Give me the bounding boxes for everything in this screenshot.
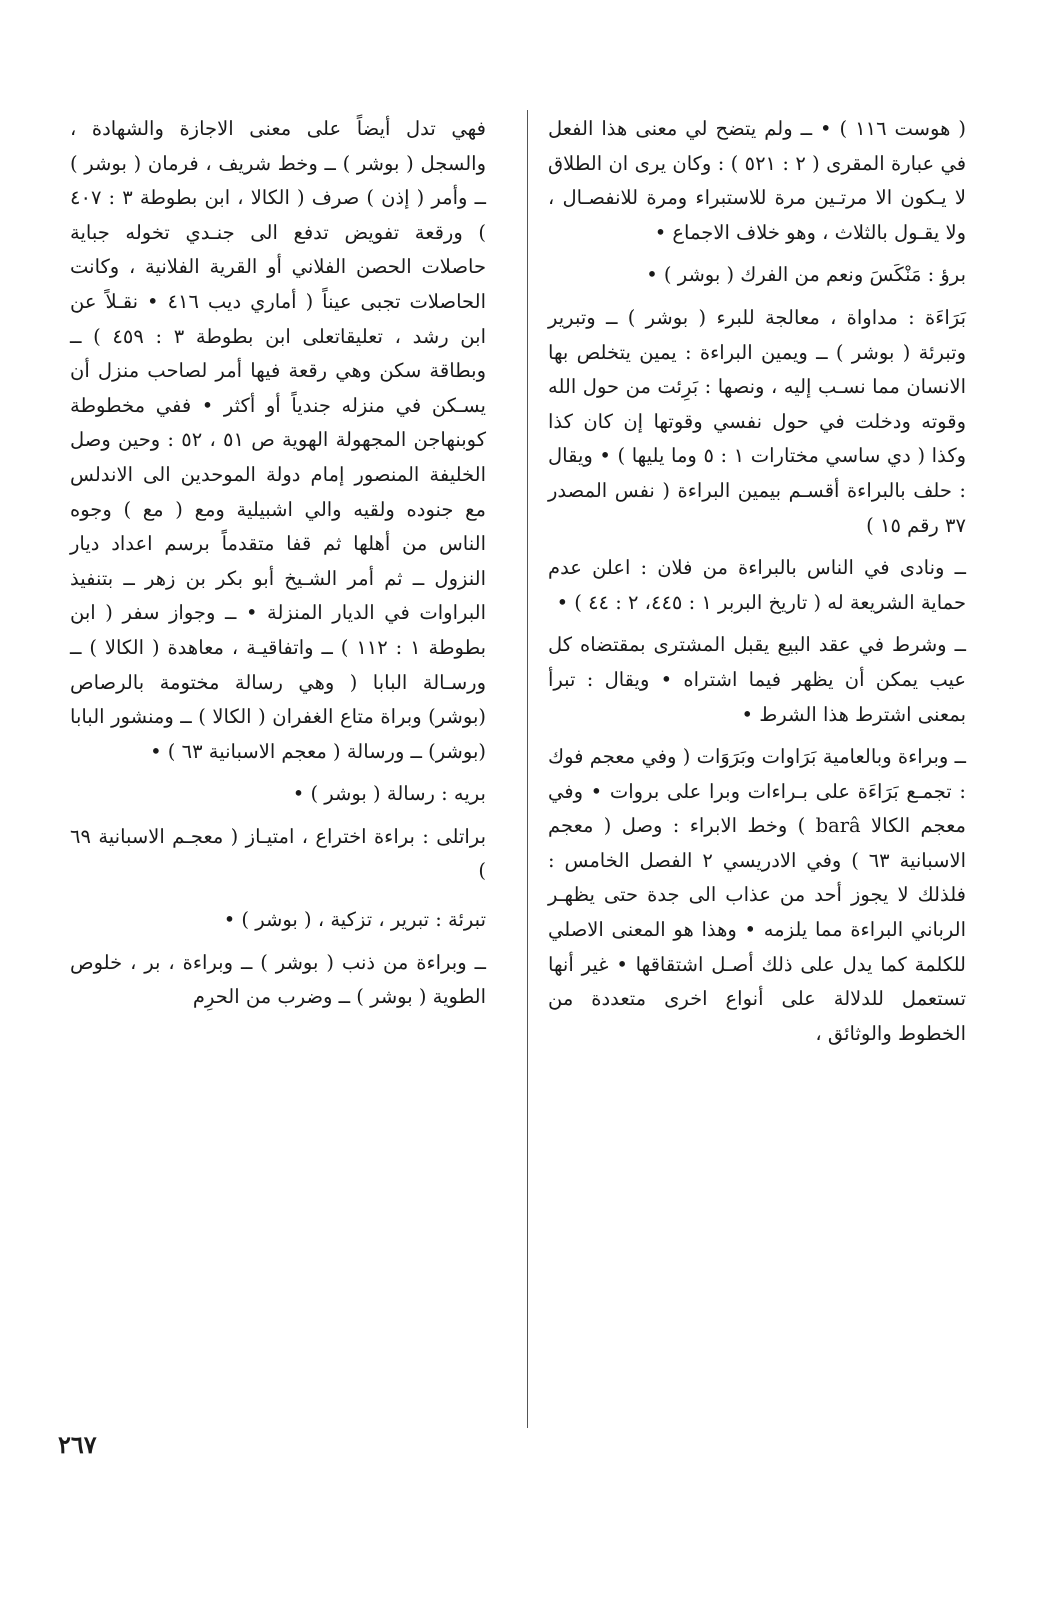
column-divider: [527, 110, 528, 1428]
left-paragraph-2: بريه : رسالة ( بوشر ) •: [292, 782, 486, 806]
right-paragraph-6: ــ وبراءة وبالعامية بَرَاوات وبَرَوَات ( وفي معجم فوك : تجمـع بَرَاءَة على بـراءات وبرا على بروات • وفي معجم الكالا barâ ) وخط الابراء : وصل ( معجم الاسبانية ٦٣ ) وفي الادريسي ٢ الفصل الخامس : فلذلك لا يجوز أحد من عذاب الى جدة حتى يظهـر الرباني البراءة مما يلزمه • وهذا هو المعنى الاصلي للكلمة كما يدل على ذلك أصـل اشتقاقها • غير أنها تستعمل للدلالة على أنواع اخرى متعددة من الخطوط والوثائق ،: [548, 745, 967, 1045]
right-paragraph-4: ــ ونادى في الناس بالبراءة من فلان : اعلن عدم حماية الشريعة له ( تاريخ البربر ١ : ٤٤٥، ٢ : ٤٤ ) •: [548, 556, 966, 614]
page-number: ٢٦٧: [58, 1430, 97, 1459]
left-paragraph-1: فهي تدل أيضاً على معنى الاجازة والشهادة ، والسجل ( بوشر ) ــ وخط شريف ، فرمان ( بوشر ) ــ وأمر ( إذن ) صرف ( الكالا ، ابن بطوطة ٣ : ٤٠٧ ) ورقعة تفويض تدفع الى جنـدي تخوله جباية حاصلات الحصن الفلاني أو القرية الفلانية ، وكانت الحاصلات تجبى عيناً ( أماري ديب ٤١٦ • نقـلاً عن ابن رشد ، تعليقاتعلى ابن بطوطة ٣ : ٤٥٩ ) ــ وبطاقة سكن وهي رقعة فيها أمر لصاحب منزل أن يسـكن في منزله جندياً أو أكثر • ففي مخطوطة كوبنهاجن المجهولة الهوية ص ٥١ ، ٥٢ : وحين وصل الخليفة المنصور إمام دولة الموحدين الى الاندلس مع جنوده ولقيه والي اشبيلية ومع ( مع ) وجوه الناس من أهلها ثم قفا متقدماً برسم اعداد ديار النزول ــ ثم أمر الشـيخ أبو بكر بن زهر ــ بتنفيذ البراوات في الديار المنزلة • ــ وجواز سفر ( ابن بطوطة ١ : ١١٢ ) ــ واتفاقيـة ، معاهدة ( الكالا ) ــ ورسـالة البابا ( وهي رسالة مختومة بالرصاص (بوشر) وبراة متاع الغفران ( الكالا ) ــ ومنشور البابا (بوشر) ــ ورسالة ( معجم الاسبانية ٦٣ ) •: [70, 117, 487, 763]
right-paragraph-2: برؤ : مَنْكَسَ ونعم من الفرك ( بوشر ) •: [646, 263, 966, 287]
right-paragraph-5: ــ وشرط في عقد البيع يقبل المشترى بمقتضاه كل عيب يمكن أن يظهر فيما اشتراه • ويقال : تبرأ بمعنى اشترط هذا الشرط •: [548, 633, 966, 726]
left-paragraph-5: ــ وبراءة من ذنب ( بوشر ) ــ وبراءة ، بر ، خلوص الطوية ( بوشر ) ــ وضرب من الحرِم: [70, 950, 486, 1009]
left-column: [70, 112, 486, 1015]
left-paragraph-4: تبرئة : تبرير ، تزكية ، ( بوشر ) •: [223, 908, 486, 932]
right-paragraph-3: بَرَاءَة : مداواة ، معالجة للبرء ( بوشر ) ــ وتبرير وتبرئة ( بوشر ) ــ ويمين البراءة : يمين يتخلص بها الانسان مما نسـب إليه ، ونصها : بَرِئت من حول الله وقوته ودخلت في حول نفسي وقوتها إن كان كذا وكذا ( دي ساسي مختارات ١ : ٥ وما يليها ) • ويقال : حلف بالبراءة أقسـم بيمين البراءة ( نفس المصدر ٣٧ رقم ١٥ ): [548, 305, 967, 537]
left-paragraph-3: براتلى : براءة اختراع ، امتيـاز ( معجـم الاسبانية ٦٩ ): [70, 824, 486, 883]
right-paragraph-1: ( هوست ١١٦ ) • ــ ولم يتضح لي معنى هذا الفعل في عبارة المقرى ( ٢ : ٥٢١ ) : وكان يرى ان الطلاق لا يـكون الا مرتـين مرة للاستبراء ومرة للانفصـال ، ولا يقـول بالثلاث ، وهو خلاف الاجماع •: [548, 117, 967, 244]
right-column: [548, 112, 966, 1051]
